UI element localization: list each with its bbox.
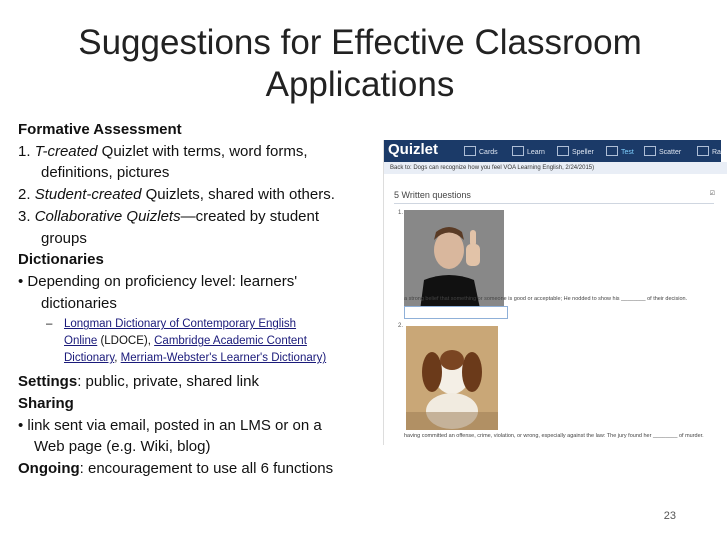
q1-definition: a strong belief that something or someone is good or acceptable; He nodded to show his ________ of their decision. [404,296,688,302]
race-icon [697,146,709,156]
mode-cards[interactable]: Cards [464,146,498,156]
mode-speller[interactable]: Speller [557,146,594,156]
q2-definition: having committed an offense, crime, violation, or wrong, especially against the law: The jury found her ________ of murder. [404,433,704,439]
title-line-1: Suggestions for Effective Classroom [78,23,642,62]
quizlet-screenshot [383,140,721,445]
test-icon [606,146,618,156]
sharing-bullet: • link sent via email, posted in an LMS or on a [18,416,322,434]
link-merriam-webster[interactable]: Merriam-Webster's Learner's Dictionary) [120,352,327,365]
back-link[interactable]: Back to: Dogs can recognize how you feel VOA Learning English, 2/24/2015) [384,162,727,174]
formative-heading: Formative Assessment [18,121,182,138]
dict-bullet-cont: dictionaries [41,294,117,312]
link-cambridge-dictionary[interactable]: Dictionary [64,352,115,365]
scatter-icon [644,146,656,156]
mode-learn[interactable]: Learn [512,146,545,156]
speller-icon [557,146,569,156]
slide-title [40,22,680,106]
q1-number: 1. [398,210,404,216]
list-item-3: 3. Collaborative Quizlets—created by student [18,207,320,225]
dictionary-links: – Longman Dictionary of Contemporary English Online (LDOCE), Cambridge Academic Content Dictionary, Merriam-Webster's Learner's Dictionary) [46,318,327,365]
dictionaries-heading: Dictionaries [18,251,104,269]
list-item-1: 1. T-created Quizlet with terms, word forms, [18,142,308,160]
learn-icon [512,146,524,156]
puppy-image [406,326,498,430]
page-number: 23 [663,510,676,522]
link-ldoce-online[interactable]: Online [64,335,98,348]
ongoing-line: Ongoing: encouragement to use all 6 functions [18,460,334,478]
sharing-bullet-cont: Web page (e.g. Wiki, blog) [34,438,211,456]
sharing-heading: Sharing [18,395,74,413]
answer-input[interactable] [404,306,508,319]
link-cambridge[interactable]: Cambridge Academic Content [154,335,307,348]
list-item-2: 2. Student-created Quizlets, shared with others. [18,186,335,204]
mode-test[interactable]: Test [606,146,634,156]
slide-body [18,119,378,480]
dict-bullet: • Depending on proficiency level: learners' [18,272,298,290]
questions-heading: 5 Written questions [394,190,471,200]
settings-line: Settings: public, private, shared link [18,373,259,391]
divider [394,203,714,204]
mode-race[interactable]: Ra [697,146,721,156]
list-item-1-cont: definitions, pictures [41,164,170,182]
options-checkbox[interactable]: ☑ [709,191,715,197]
q2-number: 2. [398,323,404,329]
quizlet-logo: Quizlet [388,141,439,158]
cards-icon [464,146,476,156]
dash: – [46,318,53,331]
mode-scatter[interactable]: Scatter [644,146,681,156]
title-line-2: Applications [265,65,455,104]
list-item-3-cont: groups [41,229,87,247]
quizlet-toolbar [384,140,721,162]
link-ldoce[interactable]: Longman Dictionary of Contemporary English [64,318,297,331]
